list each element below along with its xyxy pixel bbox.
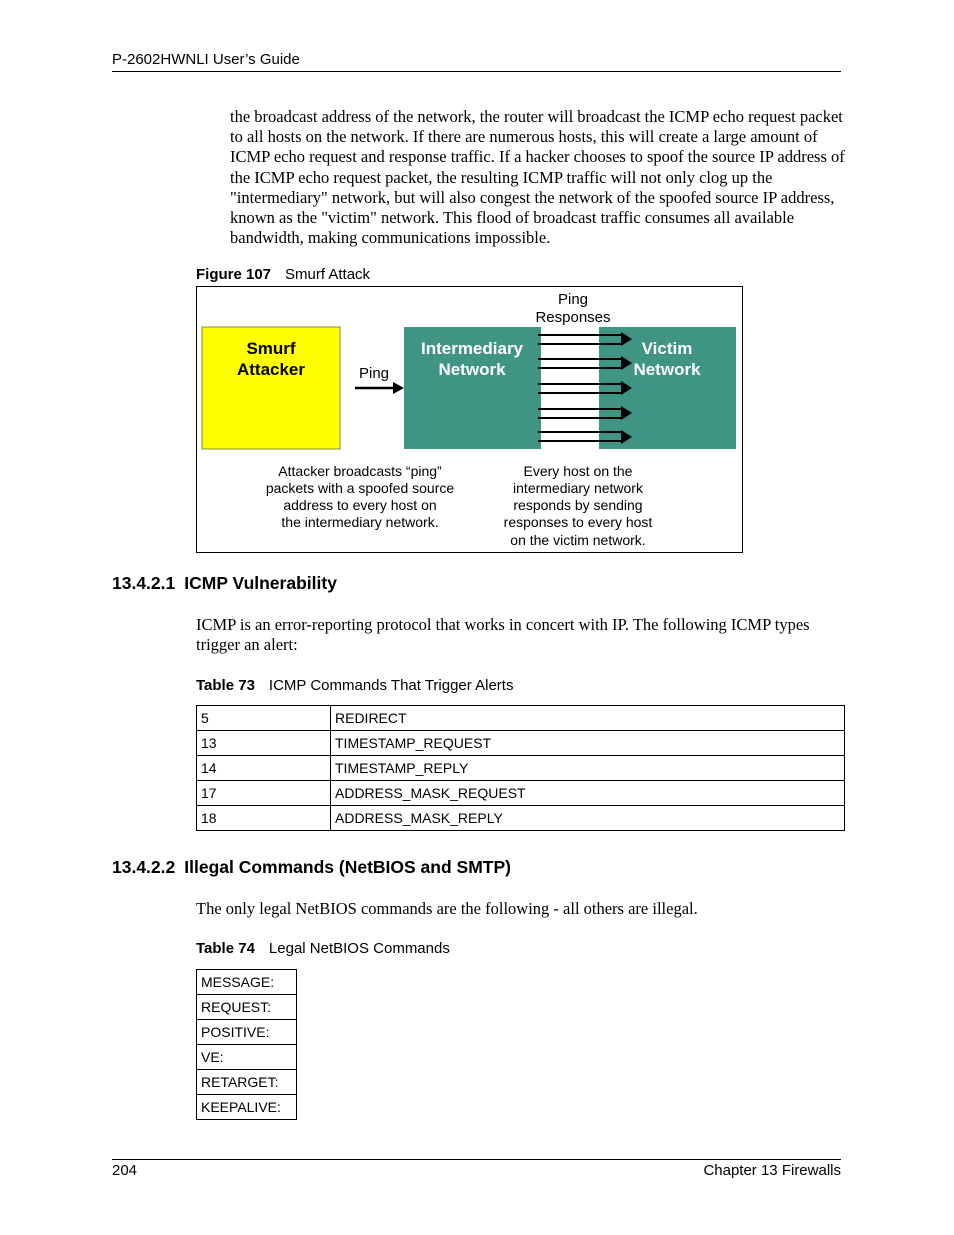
icmp-type-cell: 14 [197,756,331,781]
responses-label-2: Responses [535,309,611,326]
right-note-line-4: responses to every host [503,514,653,530]
figure-caption [196,266,370,283]
table73-caption [196,677,513,694]
table-row [197,1095,297,1120]
table-label: Table 74 [196,940,255,957]
netbios-command-cell: POSITIVE: [197,1020,297,1045]
running-header: P-2602HWNLI User’s Guide [112,51,300,68]
section-heading-icmp [112,573,337,594]
netbios-command-cell: KEEPALIVE: [197,1095,297,1120]
icmp-type-cell: 17 [197,781,331,806]
victim-label-1: Victim [641,339,693,358]
section-number: 13.4.2.2 [112,857,176,877]
table-row [197,1020,297,1045]
victim-label-2: Network [633,360,701,379]
section-heading-netbios [112,857,511,878]
table-title: ICMP Commands That Trigger Alerts [268,677,514,694]
netbios-paragraph: The only legal NetBIOS commands are the following - all others are illegal. [196,899,698,918]
icmp-command-cell: ADDRESS_MASK_REQUEST [331,781,845,806]
icmp-type-cell: 5 [197,706,331,731]
responses-label-1: Ping [557,291,589,308]
smurf-attack-figure [196,286,743,553]
netbios-command-cell: RETARGET: [197,1070,297,1095]
footer-rule [112,1159,841,1160]
netbios-command-cell: REQUEST: [197,995,297,1020]
icmp-type-cell: 13 [197,731,331,756]
icmp-command-cell: REDIRECT [331,706,845,731]
intermediary-label-2: Network [438,360,506,379]
right-note-line-3: responds by sending [513,497,643,513]
table-row [197,1070,297,1095]
ping-label: Ping [358,365,390,382]
table-row [197,731,845,756]
table-row [197,970,297,995]
right-note-line-2: intermediary network [513,480,643,496]
table-row [197,756,845,781]
table-row [197,806,845,831]
icmp-type-cell: 18 [197,806,331,831]
table-title: Legal NetBIOS Commands [268,940,450,957]
table74-caption [196,940,450,957]
left-note-line-4: the intermediary network. [281,514,439,530]
section-title: ICMP Vulnerability [184,573,337,593]
table-row [197,706,845,731]
page-number: 204 [112,1162,138,1179]
netbios-command-table [196,969,297,1120]
figure-label: Figure 107 [196,266,272,283]
table-row [197,1045,297,1070]
left-note-line-3: address to every host on [283,497,437,513]
attacker-label-1: Smurf [246,339,296,358]
attacker-label-2: Attacker [236,360,306,379]
table-label: Table 73 [196,677,255,694]
section-number: 13.4.2.1 [112,573,176,593]
figure-title: Smurf Attack [285,266,371,283]
icmp-alert-table [196,705,845,831]
netbios-command-cell: MESSAGE: [197,970,297,995]
right-note-line-5: on the victim network. [510,532,646,548]
chapter-title: Chapter 13 Firewalls [703,1162,841,1179]
section-title: Illegal Commands (NetBIOS and SMTP) [184,857,511,877]
table-row [197,781,845,806]
intermediary-label-1: Intermediary [420,339,524,358]
icmp-command-cell: TIMESTAMP_REPLY [331,756,845,781]
header-rule [112,71,841,72]
netbios-command-cell: VE: [197,1045,297,1070]
icmp-command-cell: TIMESTAMP_REQUEST [331,731,845,756]
left-note-line-2: packets with a spoofed source [265,480,455,496]
icmp-command-cell: ADDRESS_MASK_REPLY [331,806,845,831]
icmp-paragraph: ICMP is an error-reporting protocol that works in concert with IP. The following ICMP types trigger an alert: [196,615,810,655]
left-note-line-1: Attacker broadcasts “ping” [278,463,442,479]
table-row [197,995,297,1020]
right-note-line-1: Every host on the [523,463,633,479]
intro-paragraph: the broadcast address of the network, the router will broadcast the ICMP echo request packet to all hosts on the network. If there are numerous hosts, this will create a large amount of ICMP echo request and response traffic. If a hacker chooses to spoof the source IP address of the ICMP echo request packet, the resulting ICMP traffic will not only clog up the "intermediary" network, but will also congest the network of the spoofed source IP address, known as the "victim" network. This flood of broadcast traffic consumes all available bandwidth, making communications impossible. [230,107,845,248]
